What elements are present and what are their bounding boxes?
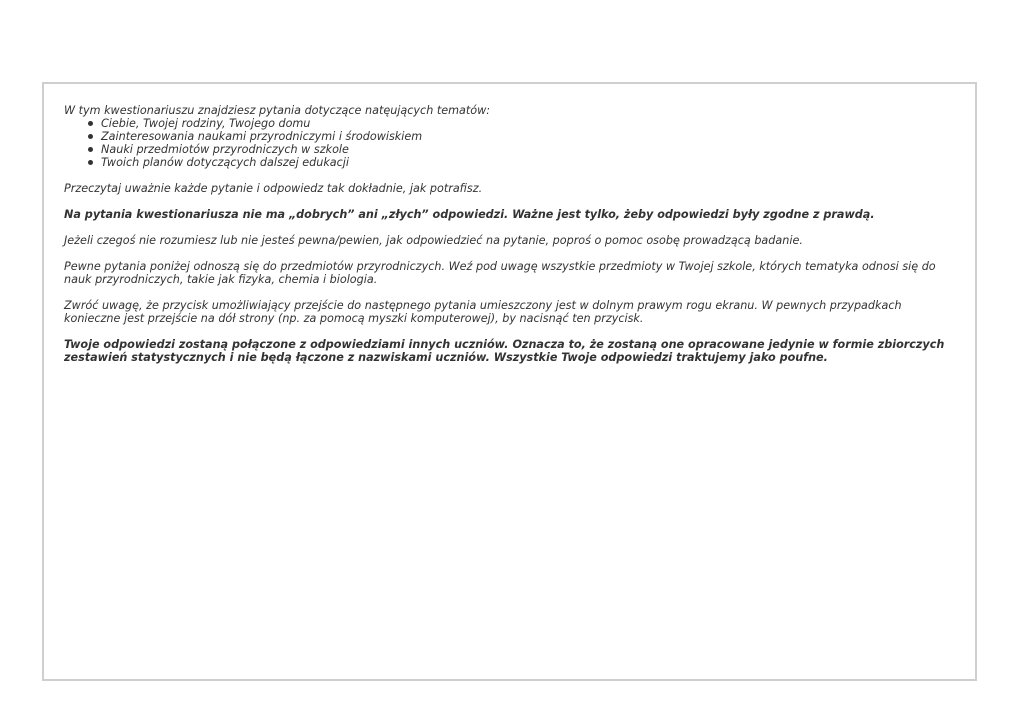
topics-list (64, 117, 954, 169)
bullet-icon (88, 134, 93, 139)
list-item (88, 130, 954, 143)
intro-text: W tym kwestionariuszu znajdziesz pytania dotyczące natęujących tematów: (64, 104, 491, 117)
instructions-text (64, 104, 954, 364)
confidentiality-text: Twoje odpowiedzi zostaną połączone z odpowiedziami innych uczniów. Oznacza to, że zostaną one opracowane jedynie w formie zbiorczych zestawień statystycznych i nie będą łączone z nazwiskami uczniów. Wszystkie Twoje odpowiedzi traktujemy jako poufne. (64, 338, 945, 364)
list-item (88, 156, 954, 169)
list-item (88, 117, 954, 130)
topic-label: Twoich planów dotyczących dalszej edukacji (101, 156, 350, 169)
next-button-note-text: Zwróć uwagę, że przycisk umożliwiający przejście do następnego pytania umieszczony jest w dolnym prawym rogu ekranu. W pewnych przypadkach konieczne jest przejście na dół strony (np. za pomocą myszki komputerowej), by nacisnąć ten przycisk. (64, 299, 902, 325)
topic-label: Ciebie, Twojej rodziny, Twojego domu (101, 117, 311, 130)
bullet-icon (88, 147, 93, 152)
no-right-answers-text: Na pytania kwestionariusza nie ma „dobrych” ani „złych” odpowiedzi. Ważne jest tylko, żeby odpowiedzi były zgodne z prawdą. (64, 208, 875, 221)
list-item (88, 143, 954, 156)
bullet-icon (88, 160, 93, 165)
bullet-icon (88, 121, 93, 126)
ask-for-help-text: Jeżeli czegoś nie rozumiesz lub nie jesteś pewna/pewien, jak odpowiedzieć na pytanie, poproś o pomoc osobę prowadzącą badanie. (64, 234, 803, 247)
topic-label: Nauki przedmiotów przyrodniczych w szkole (101, 143, 349, 156)
questionnaire-panel (42, 82, 977, 681)
read-carefully-text: Przeczytaj uważnie każde pytanie i odpowiedz tak dokładnie, jak potrafisz. (64, 182, 483, 195)
topic-label: Zainteresowania naukami przyrodniczymi i środowiskiem (101, 130, 423, 143)
science-subjects-text: Pewne pytania poniżej odnoszą się do przedmiotów przyrodniczych. Weź pod uwagę wszystkie przedmioty w Twojej szkole, których tematyka odnosi się do nauk przyrodniczych, takie jak fizyka, chemia i biologia. (64, 260, 936, 286)
